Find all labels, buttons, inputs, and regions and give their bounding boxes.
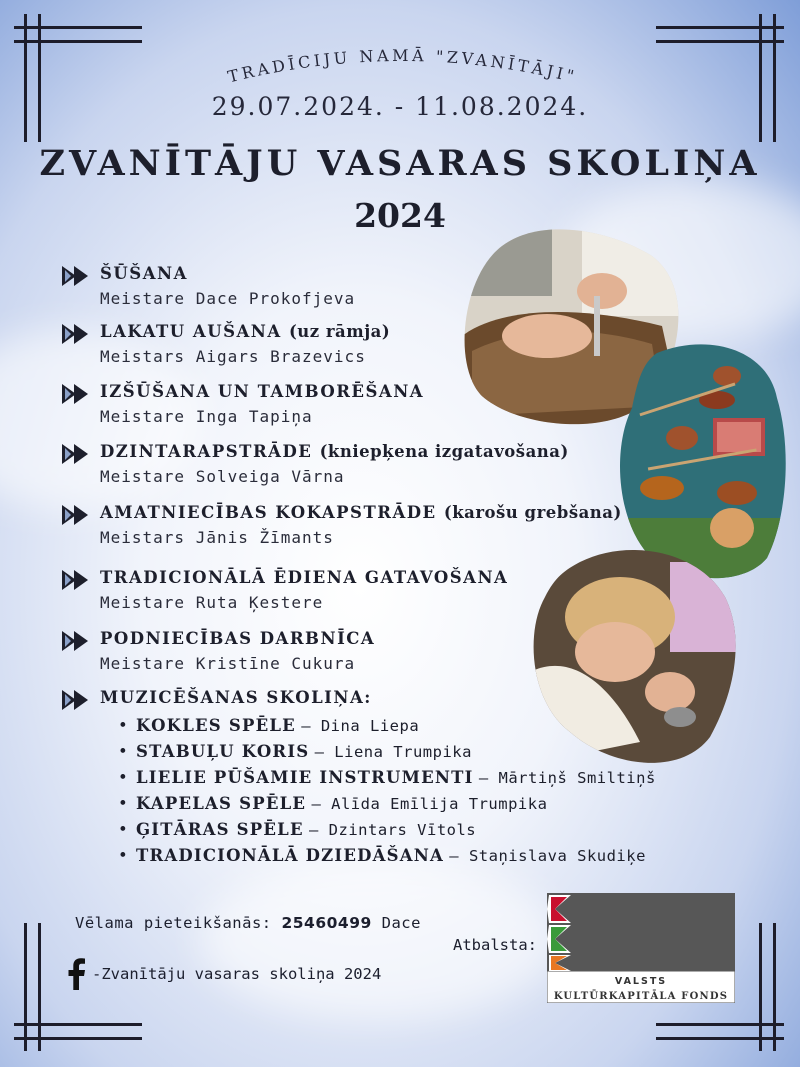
workshop-title	[100, 568, 508, 587]
workshop-title	[100, 382, 424, 401]
page-title: ZVANĪTĀJU VASARAS SKOLIŅA	[39, 143, 761, 184]
workshop-name: LAKATU AUŠANA	[100, 322, 282, 341]
workshop-master: Meistars Jānis Žīmants	[100, 528, 334, 547]
double-triangle-arrow-icon	[62, 690, 92, 710]
course-name: LIELIE PŪŠAMIE INSTRUMENTI	[136, 768, 474, 787]
double-triangle-arrow-icon	[62, 266, 92, 286]
double-triangle-arrow-icon	[62, 570, 92, 590]
bullet-icon: •	[118, 846, 128, 865]
workshop-note: (uz rāmja)	[288, 322, 391, 341]
workshop-master: Meistare Dace Prokofjeva	[100, 289, 356, 308]
music-course-item	[118, 820, 656, 846]
phone-number[interactable]: 25460499	[281, 914, 372, 932]
page-title-year: 2024	[354, 196, 446, 235]
workshop-name: IZŠŪŠANA UN TAMBORĒŠANA	[100, 382, 425, 401]
double-triangle-arrow-icon	[62, 324, 92, 344]
course-name: TRADICIONĀLĀ DZIEDĀŠANA	[136, 846, 445, 865]
double-triangle-arrow-icon	[62, 444, 92, 464]
workshop-master: Meistare Inga Tapiņa	[100, 407, 313, 426]
workshop-master: Meistare Kristīne Cukura	[100, 654, 356, 673]
signup-label: Vēlama pieteikšanās:	[75, 914, 272, 932]
workshop-name: ŠŪŠANA	[100, 264, 188, 283]
workshop-title	[100, 503, 622, 522]
course-name: ĢITĀRAS SPĒLE	[136, 820, 304, 839]
double-triangle-arrow-icon	[62, 384, 92, 404]
course-teacher: – Dzintars Vītols	[309, 821, 477, 839]
music-course-item	[118, 768, 656, 794]
music-school-title: MUZICĒŠANAS SKOLIŅA:	[100, 688, 372, 707]
workshop-name: AMATNIECĪBAS KOKAPSTRĀDE	[100, 503, 437, 522]
workshop-title	[100, 264, 188, 283]
workshop-name: TRADICIONĀLĀ ĒDIENA GATAVOŠANA	[100, 568, 509, 587]
support-label: Atbalsta:	[453, 936, 537, 954]
workshop-title	[100, 629, 375, 648]
workshop-note: (kniepķena izgatavošana)	[319, 442, 569, 461]
double-triangle-arrow-icon	[62, 631, 92, 651]
course-teacher: – Dina Liepa	[301, 717, 420, 735]
bullet-icon: •	[118, 794, 128, 813]
svg-text:TRADĪCIJU NAMĀ "ZVANĪTĀJI": TRADĪCIJU NAMĀ "ZVANĪTĀJI"	[225, 45, 580, 87]
workshop-name: DZINTARAPSTRĀDE	[100, 442, 313, 461]
workshop-title	[100, 322, 390, 341]
music-course-item	[118, 846, 656, 872]
logo-text-line1: VALSTS	[614, 976, 668, 987]
course-teacher: – Staņislava Skudiķe	[449, 847, 646, 865]
workshop-name: PODNIECĪBAS DARBNĪCA	[100, 629, 376, 648]
course-name: KAPELAS SPĒLE	[136, 794, 307, 813]
event-dates: 29.07.2024. - 11.08.2024.	[211, 92, 589, 121]
bullet-icon: •	[118, 716, 128, 735]
signup-contact	[75, 914, 421, 932]
facebook-icon[interactable]	[66, 958, 86, 990]
workshop-master: Meistare Ruta Ķestere	[100, 593, 324, 612]
course-teacher: – Mārtiņš Smiltiņš	[478, 769, 656, 787]
music-course-item	[118, 794, 656, 820]
bullet-icon: •	[118, 742, 128, 761]
pottery-workshop-photo	[530, 542, 740, 764]
course-teacher: – Liena Trumpika	[314, 743, 472, 761]
logo-text-line2: KULTŪRKAPITĀLA FONDS	[553, 991, 729, 1002]
course-name: STABUĻU KORIS	[136, 742, 310, 761]
workshop-title	[100, 442, 569, 461]
workshop-master: Meistars Aigars Brazevics	[100, 347, 366, 366]
contact-name: Dace	[381, 914, 421, 932]
workshop-note: (karošu grebšana)	[443, 503, 622, 522]
course-teacher: – Alīda Emīlija Trumpika	[311, 795, 548, 813]
bullet-icon: •	[118, 820, 128, 839]
bullet-icon: •	[118, 768, 128, 787]
venue-heading	[0, 20, 800, 90]
course-name: KOKLES SPĒLE	[136, 716, 296, 735]
kkf-logo	[547, 893, 735, 1003]
double-triangle-arrow-icon	[62, 505, 92, 525]
facebook-page-name[interactable]: -Zvanītāju vasaras skoliņa 2024	[92, 965, 382, 983]
workshop-master: Meistare Solveiga Vārna	[100, 467, 345, 486]
